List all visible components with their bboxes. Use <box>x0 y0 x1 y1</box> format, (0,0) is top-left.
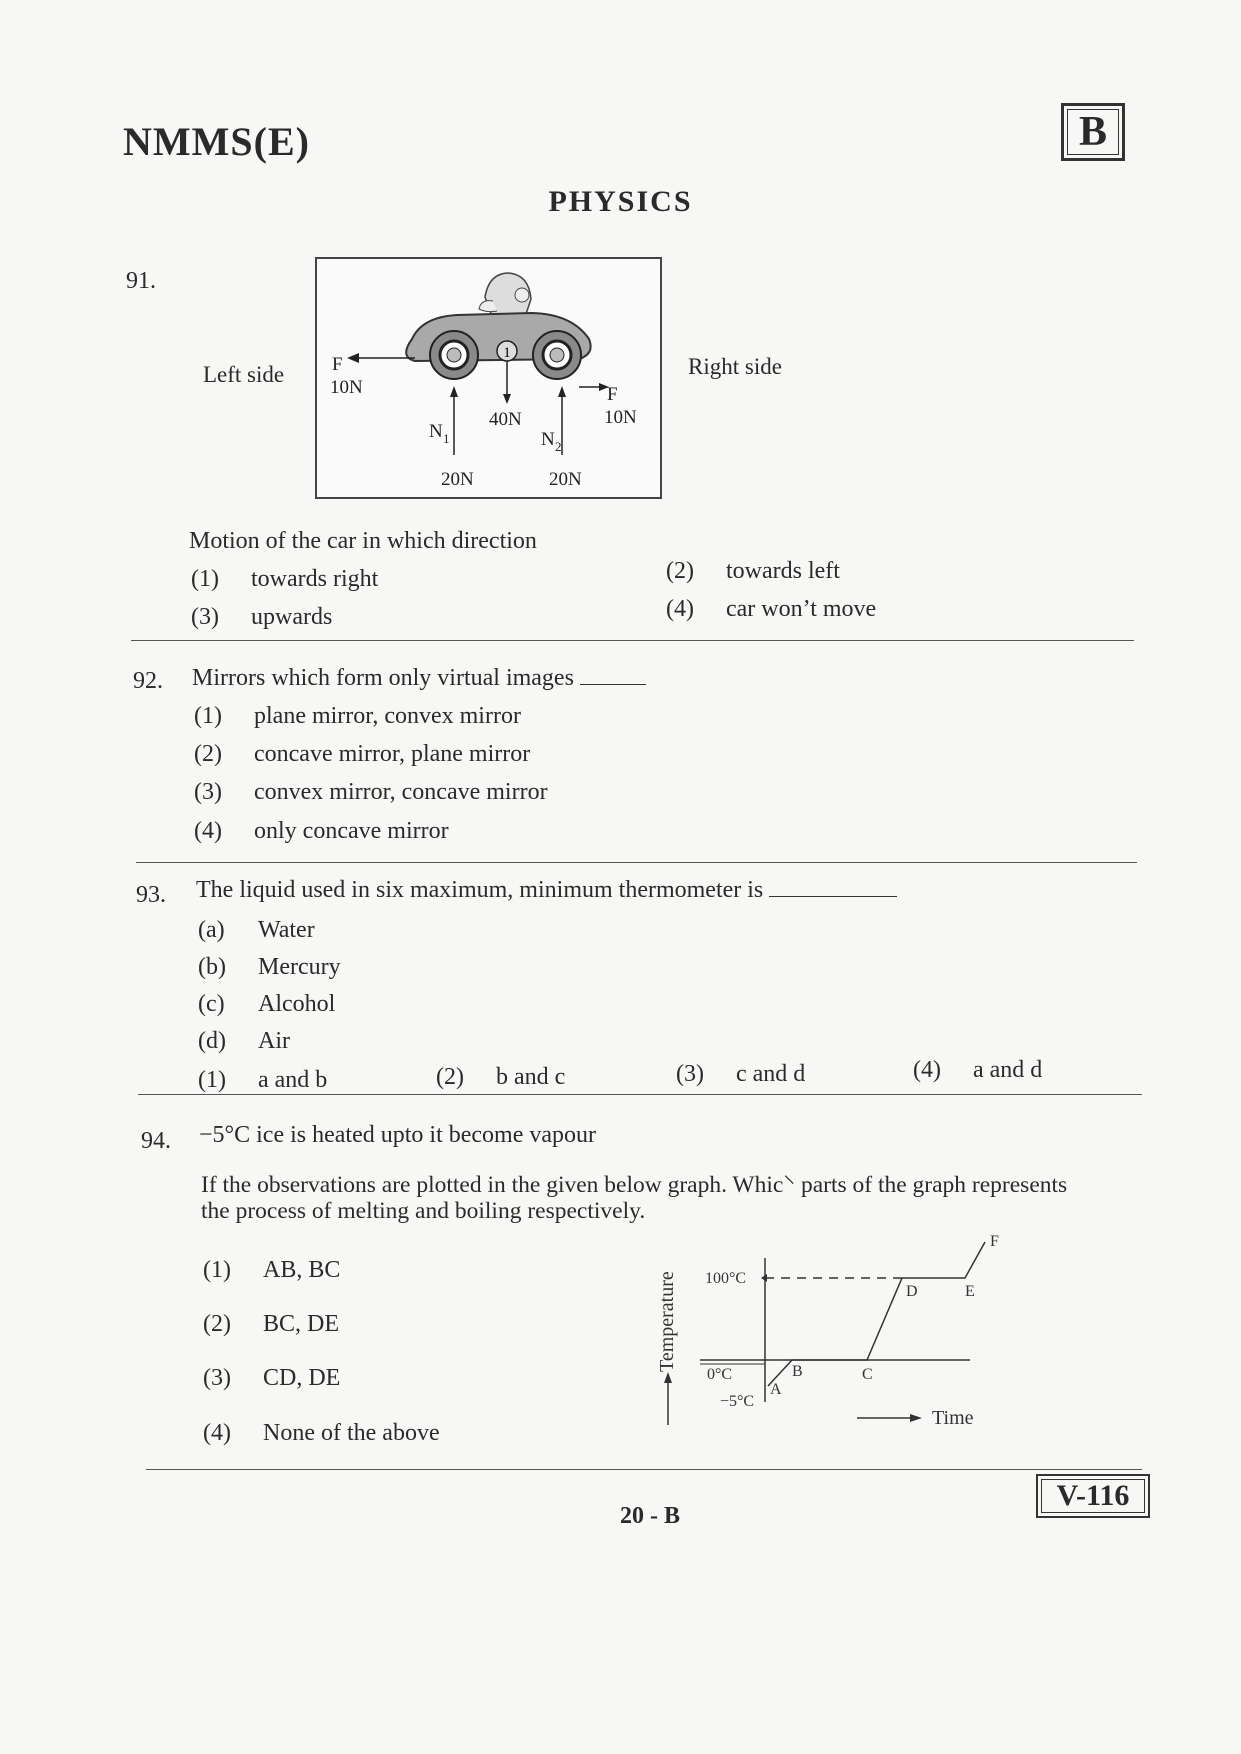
q93-option-3[interactable] <box>676 1061 805 1088</box>
x-axis-label: Time <box>932 1407 974 1429</box>
q91-right-label: Right side <box>688 354 782 379</box>
item-text: Alcohol <box>258 991 336 1017</box>
n1-subscript: 1 <box>443 431 450 446</box>
car-force-diagram <box>317 259 660 497</box>
q92-option-3[interactable] <box>194 779 548 806</box>
answer-blank <box>769 876 897 897</box>
option-text: b and c <box>496 1064 566 1090</box>
divider <box>136 862 1137 863</box>
left-force-letter: F <box>332 354 343 375</box>
q92-option-1[interactable] <box>194 703 521 730</box>
q94-question: −5°C ice is heated upto it become vapour <box>199 1122 597 1148</box>
set-code-box: B <box>1061 103 1125 161</box>
tick-0c: 0°C <box>707 1366 733 1383</box>
tick-minus5c: −5°C <box>720 1393 755 1410</box>
item-text: Air <box>258 1028 290 1054</box>
item-letter: (c) <box>198 991 225 1017</box>
item-text: Mercury <box>258 954 341 980</box>
right-force-value: 10N <box>604 407 637 428</box>
q91-option-3[interactable] <box>191 604 332 631</box>
q92-question <box>192 664 646 692</box>
q94-option-4[interactable] <box>203 1420 440 1447</box>
driver-illustration <box>479 273 531 319</box>
option-number: (4) <box>666 596 694 622</box>
option-text: CD, DE <box>263 1365 341 1391</box>
q91-number: 91. <box>126 268 156 294</box>
q93-question-text: The liquid used in six maximum, minimum thermometer is <box>196 877 764 903</box>
center-marker: 1 <box>503 345 511 361</box>
section-title: PHYSICS <box>548 185 693 218</box>
option-number: (3) <box>194 779 222 805</box>
n2-value: 20N <box>549 469 582 490</box>
q94-option-1[interactable] <box>203 1257 340 1284</box>
option-number: (2) <box>203 1311 231 1337</box>
point-c: C <box>862 1366 873 1383</box>
option-number: (3) <box>203 1365 231 1391</box>
item-letter: (b) <box>198 954 226 980</box>
option-text: upwards <box>251 604 333 630</box>
q91-option-2[interactable] <box>666 558 840 585</box>
option-text: concave mirror, plane mirror <box>254 741 531 767</box>
option-text: None of the above <box>263 1420 440 1446</box>
q91-question: Motion of the car in which direction <box>189 528 537 554</box>
heating-curve-graph <box>640 1230 1010 1430</box>
q91-car-figure <box>315 257 662 499</box>
q93-item-a <box>198 917 315 944</box>
option-text: car won’t move <box>726 596 877 622</box>
n2-label: N <box>541 429 555 450</box>
left-force-value: 10N <box>330 377 363 398</box>
divider <box>146 1469 1142 1470</box>
q92-number: 92. <box>133 668 163 694</box>
option-number: (2) <box>194 741 222 767</box>
option-text: BC, DE <box>263 1311 340 1337</box>
divider <box>131 640 1134 641</box>
q92-option-4[interactable] <box>194 818 449 845</box>
option-text: c and d <box>736 1061 806 1087</box>
option-number: (4) <box>913 1057 941 1083</box>
q94-option-3[interactable] <box>203 1365 340 1392</box>
q93-item-d <box>198 1028 290 1055</box>
option-text: towards right <box>251 566 379 592</box>
q93-item-c <box>198 991 335 1018</box>
q93-item-b <box>198 954 341 981</box>
q94-option-2[interactable] <box>203 1311 339 1338</box>
point-e: E <box>965 1283 975 1300</box>
n1-label: N <box>429 421 443 442</box>
divider <box>138 1094 1142 1095</box>
option-number: (1) <box>191 566 219 592</box>
option-number: (3) <box>191 604 219 630</box>
q93-option-4[interactable] <box>913 1057 1042 1084</box>
n1-value: 20N <box>441 469 474 490</box>
q94-number: 94. <box>141 1128 171 1154</box>
option-number: (1) <box>203 1257 231 1283</box>
point-b: B <box>792 1363 803 1380</box>
y-axis-label: Temperature <box>656 1271 678 1372</box>
option-text: convex mirror, concave mirror <box>254 779 548 805</box>
item-text: Water <box>258 917 315 943</box>
tick-100c: 100°C <box>705 1270 747 1287</box>
weight-value: 40N <box>489 409 522 430</box>
q93-number: 93. <box>136 882 166 908</box>
q91-option-4[interactable] <box>666 596 876 623</box>
point-a: A <box>770 1381 782 1398</box>
booklet-code: V-116 <box>1036 1474 1150 1518</box>
q94-question-line3: the process of melting and boiling respectively. <box>201 1198 646 1224</box>
q93-option-1[interactable] <box>198 1067 327 1094</box>
option-number: (1) <box>194 703 222 729</box>
point-d: D <box>906 1283 918 1300</box>
option-number: (1) <box>198 1067 226 1093</box>
option-number: (4) <box>194 818 222 844</box>
option-text: AB, BC <box>263 1257 341 1283</box>
option-text: only concave mirror <box>254 818 449 844</box>
item-letter: (a) <box>198 917 225 943</box>
option-text: plane mirror, convex mirror <box>254 703 521 729</box>
q93-question <box>196 876 897 904</box>
q94-question-line2: If the observations are plotted in the given below graph. Whic⸌ parts of the graph represents <box>201 1172 1068 1198</box>
option-number: (2) <box>666 558 694 584</box>
q91-option-1[interactable] <box>191 566 378 593</box>
q92-question-text: Mirrors which form only virtual images <box>192 665 574 691</box>
n2-subscript: 2 <box>555 439 562 454</box>
option-text: a and d <box>973 1057 1043 1083</box>
right-force-letter: F <box>607 384 618 405</box>
item-letter: (d) <box>198 1028 226 1054</box>
page-number: 20 - B <box>620 1503 680 1529</box>
front-wheel <box>533 331 581 379</box>
paper-title: NMMS(E) <box>123 119 310 164</box>
option-text: a and b <box>258 1067 328 1093</box>
q92-option-2[interactable] <box>194 741 530 768</box>
option-number: (4) <box>203 1420 231 1446</box>
option-text: towards left <box>726 558 840 584</box>
option-number: (2) <box>436 1064 464 1090</box>
answer-blank <box>580 664 646 685</box>
q91-left-label: Left side <box>203 362 285 387</box>
point-f: F <box>990 1233 999 1250</box>
q93-option-2[interactable] <box>436 1064 565 1091</box>
rear-wheel <box>430 331 478 379</box>
heating-curve-svg <box>640 1230 1010 1430</box>
option-number: (3) <box>676 1061 704 1087</box>
